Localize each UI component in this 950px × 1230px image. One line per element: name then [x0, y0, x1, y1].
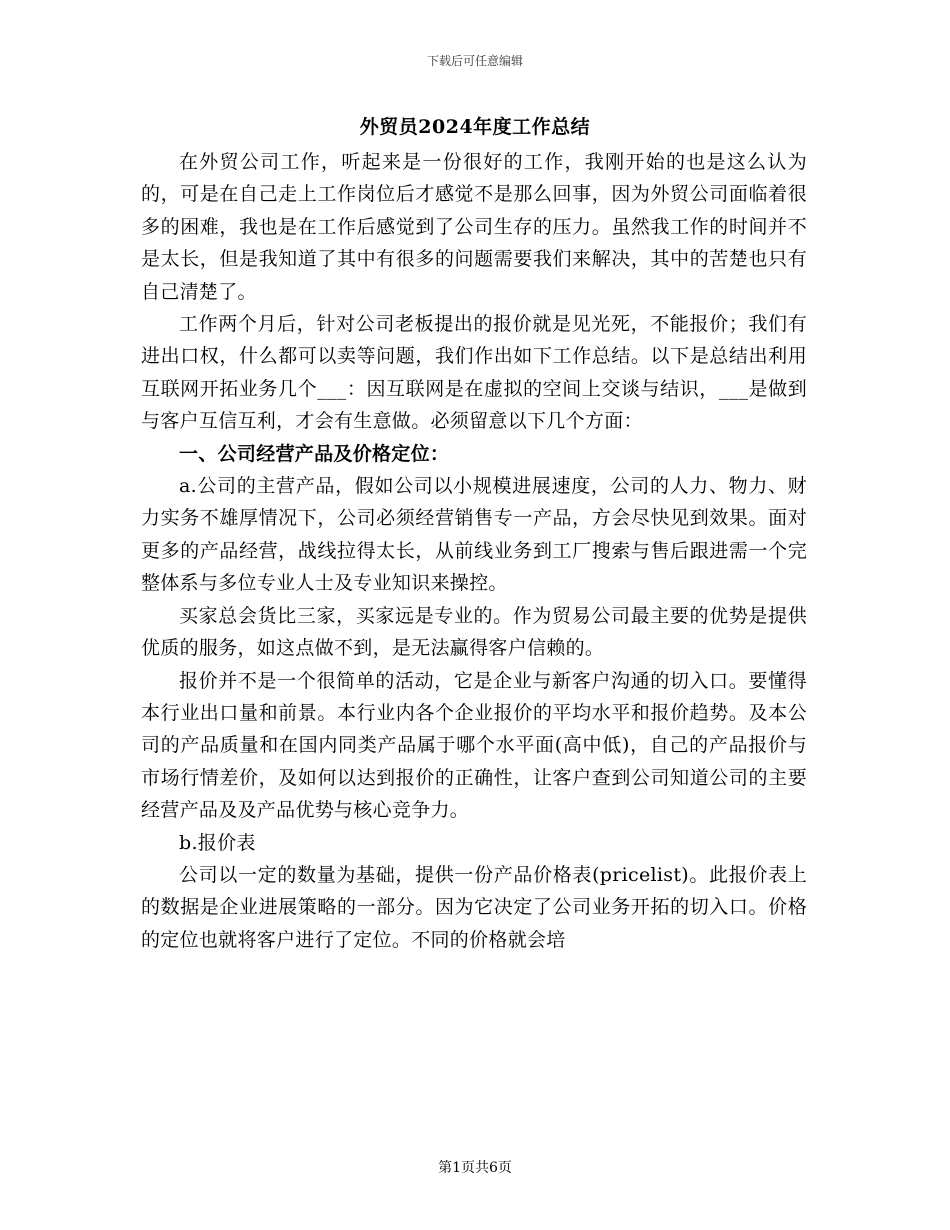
section-heading-products-pricing: 一、公司经营产品及价格定位： [179, 442, 450, 465]
document-title: 外贸员2024年度工作总结 [359, 116, 591, 138]
paragraph-buyers: 买家总会货比三家，买家远是专业的。作为贸易公司最主要的优势是提供优质的服务，如这点做不到，是无法赢得客户信赖的。 [141, 604, 807, 660]
document-body [141, 146, 807, 956]
paragraph-intro: 在外贸公司工作，听起来是一份很好的工作，我刚开始的也是这么认为的，可是在自己走上工作岗位后才感觉不是那么回事，因为外贸公司面临着很多的困难，我也是在工作后感觉到了公司生存的压力。虽然我工作的时间并不是太长，但是我知道了其中有很多的问题需要我们来解决，其中的苦楚也只有自己清楚了。 [141, 151, 807, 303]
paragraph-quotation: 报价并不是一个很简单的活动，它是企业与新客户沟通的切入口。要懂得本行业出口量和前景。本行业内各个企业报价的平均水平和报价趋势。及本公司的产品质量和在国内同类产品属于哪个水平面(高中低)，自己的产品报价与市场行情差价，及如何以达到报价的正确性，让客户查到公司知道公司的主要经营产品及及产品优势与核心竞争力。 [141, 669, 807, 822]
page-footer: 第1页共6页 [438, 1160, 512, 1176]
subheading-price-list: b.报价表 [179, 831, 256, 854]
header-note: 下载后可任意编辑 [426, 54, 523, 68]
paragraph-summary: 工作两个月后，针对公司老板提出的报价就是见光死，不能报价；我们有进出口权，什么都可以卖等问题，我们作出如下工作总结。以下是总结出利用互联网开拓业务几个___：因互联网是在虚拟的空间上交谈与结识，___是做到与客户互信互利，才会有生意做。必须留意以下几个方面： [141, 313, 807, 433]
paragraph-main-products: a.公司的主营产品，假如公司以小规模进展速度，公司的人力、物力、财力实务不雄厚情况下，公司必须经营销售专一产品，方会尽快见到效果。面对更多的产品经营，战线拉得太长，从前线业务到工厂搜索与售后跟进需一个完整体系与多位专业人士及专业知识来操控。 [141, 475, 807, 595]
paragraph-price-list: 公司以一定的数量为基础，提供一份产品价格表(pricelist)。此报价表上的数据是企业进展策略的一部分。因为它决定了公司业务开拓的切入口。价格的定位也就将客户进行了定位。不同的价格就会培 [141, 863, 807, 951]
